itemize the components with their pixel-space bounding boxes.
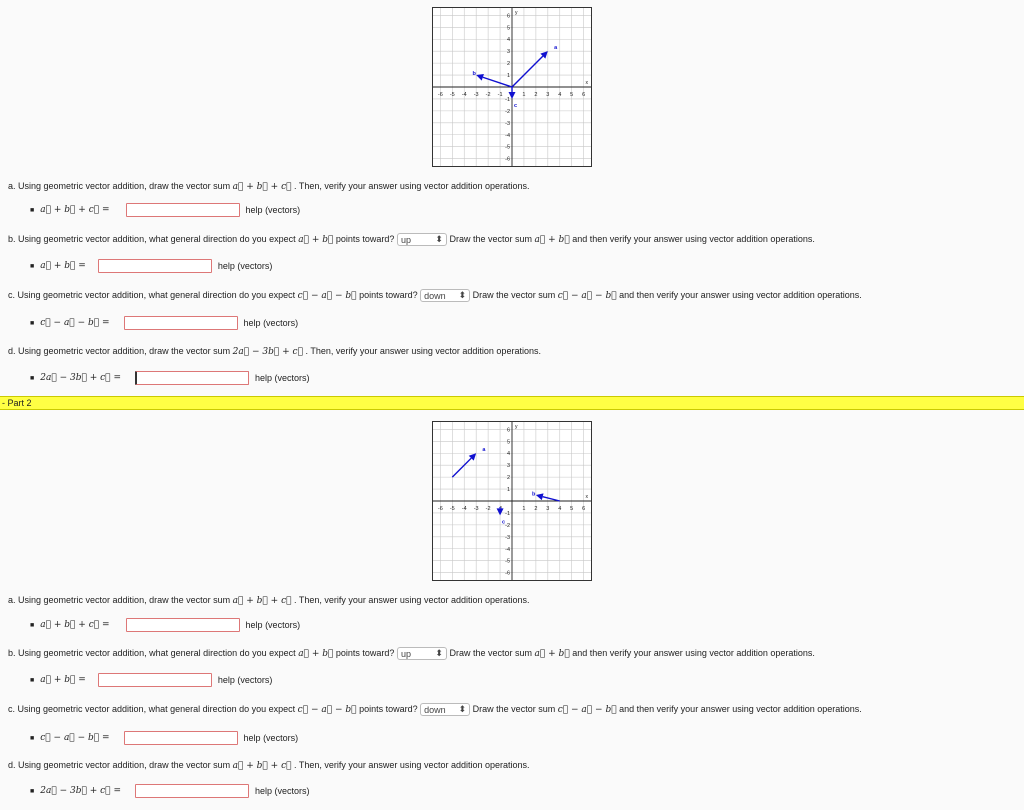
x-tick-label: -3 <box>473 506 479 512</box>
question-b-mid: points toward? <box>335 647 395 658</box>
vector-graph-part2[interactable] <box>432 421 592 581</box>
x-tick-label: 1 <box>522 506 526 512</box>
answer-d-input[interactable] <box>135 371 249 385</box>
bullet: ■ <box>30 262 35 270</box>
question-a-suffix: . Then, verify your answer using vector addition operations. <box>294 595 530 605</box>
y-tick-label: -1 <box>505 96 510 103</box>
help-vectors-link[interactable]: help (vectors) <box>243 733 299 743</box>
y-tick-label: 1 <box>506 73 510 80</box>
y-tick-label: 4 <box>506 451 510 458</box>
question-d-suffix: . Then, verify your answer using vector addition operations. <box>294 760 530 770</box>
y-tick-label: 2 <box>506 61 510 68</box>
question-b-suffix: and then verify your answer using vector addition operations. <box>572 647 815 658</box>
question-d-text <box>8 346 541 357</box>
direction-select-value: down <box>424 704 446 715</box>
x-tick-label: -4 <box>461 92 467 98</box>
question-a-expr: a⃗ + b⃗ + c⃗ <box>232 182 292 192</box>
y-tick-label: -4 <box>505 546 510 553</box>
vector-c-label: c <box>502 519 506 526</box>
y-tick-label: -1 <box>505 510 510 517</box>
answer-d-input[interactable] <box>135 784 249 798</box>
y-tick-label: 6 <box>506 427 510 434</box>
vector-b-label: b <box>532 491 536 498</box>
answer-b-input[interactable] <box>98 673 212 687</box>
help-vectors-link[interactable]: help (vectors) <box>245 620 301 630</box>
bullet: ■ <box>30 734 35 742</box>
x-tick-label: -5 <box>449 92 455 98</box>
y-tick-label: 3 <box>506 49 510 56</box>
y-tick-label: -4 <box>505 132 510 139</box>
x-axis-label: x <box>585 80 588 86</box>
direction-select-c[interactable] <box>420 703 470 716</box>
question-a-expr: a⃗ + b⃗ + c⃗ <box>232 596 292 606</box>
question-a-text <box>8 595 530 606</box>
question-b-suffix: and then verify your answer using vector addition operations. <box>572 233 815 244</box>
vector-a-label: a <box>554 44 558 51</box>
y-tick-label: 1 <box>506 487 510 494</box>
bullet: ■ <box>30 621 35 629</box>
answer-b-label: a⃗ + b⃗ = <box>40 261 86 271</box>
question-d-expr: a⃗ + b⃗ + c⃗ <box>232 761 292 771</box>
y-tick-label: -3 <box>505 534 510 541</box>
select-arrows-icon: ⬍ <box>458 704 467 714</box>
answer-row-d <box>30 371 310 385</box>
bullet: ■ <box>30 676 35 684</box>
bullet: ■ <box>30 787 35 795</box>
question-a-prefix: a. Using geometric vector addition, draw the vector sum <box>8 181 231 191</box>
help-vectors-link[interactable]: help (vectors) <box>217 675 273 685</box>
y-tick-label: 4 <box>506 37 510 44</box>
direction-select-value: up <box>400 648 411 659</box>
x-tick-label: 2 <box>534 506 538 512</box>
question-a-suffix: . Then, verify your answer using vector addition operations. <box>294 181 530 191</box>
help-vectors-link[interactable]: help (vectors) <box>245 205 301 215</box>
answer-d-label: 2a⃗ − 3b⃗ + c⃗ = <box>40 373 121 383</box>
question-c-prefix: c. Using geometric vector addition, what general direction do you expect <box>8 703 296 714</box>
x-tick-label: 6 <box>582 92 586 98</box>
y-tick-label: -2 <box>505 522 510 529</box>
bullet: ■ <box>30 374 35 382</box>
answer-row-c <box>30 316 298 330</box>
question-d-suffix: . Then, verify your answer using vector addition operations. <box>305 346 541 356</box>
direction-select-value: down <box>424 290 446 301</box>
y-tick-label: -5 <box>505 144 510 151</box>
help-vectors-link[interactable]: help (vectors) <box>217 261 273 271</box>
y-tick-label: -6 <box>505 570 510 577</box>
x-tick-label: 6 <box>582 506 586 512</box>
direction-select-b[interactable] <box>397 647 447 660</box>
answer-row-d <box>30 784 310 798</box>
answer-a-input[interactable] <box>126 618 240 632</box>
help-vectors-link[interactable]: help (vectors) <box>254 373 310 383</box>
question-b-prefix: b. Using geometric vector addition, what general direction do you expect <box>8 647 296 658</box>
question-b-text <box>8 233 815 246</box>
answer-a-input[interactable] <box>126 203 240 217</box>
direction-select-b[interactable] <box>397 233 447 246</box>
y-tick-label: -5 <box>505 558 510 565</box>
question-d-expr: 2a⃗ − 3b⃗ + c⃗ <box>232 347 303 357</box>
question-c-text <box>8 703 862 716</box>
question-c-text <box>8 289 862 302</box>
x-tick-label: -5 <box>449 506 455 512</box>
x-tick-label: -6 <box>437 92 443 98</box>
help-vectors-link[interactable]: help (vectors) <box>243 318 299 328</box>
direction-select-value: up <box>400 234 411 245</box>
question-c-expr: c⃗ − a⃗ − b⃗ <box>297 290 357 301</box>
question-b-expr: a⃗ + b⃗ <box>298 648 334 659</box>
answer-a-label: a⃗ + b⃗ + c⃗ = <box>40 205 110 215</box>
question-c-suffix: and then verify your answer using vector addition operations. <box>619 289 862 300</box>
y-tick-label: 2 <box>506 475 510 482</box>
question-c-after: Draw the vector sum <box>472 289 556 300</box>
x-tick-label: -4 <box>461 506 467 512</box>
question-b-mid: points toward? <box>335 233 395 244</box>
answer-a-label: a⃗ + b⃗ + c⃗ = <box>40 620 110 630</box>
question-b-text <box>8 647 815 660</box>
question-a-prefix: a. Using geometric vector addition, draw the vector sum <box>8 595 231 605</box>
question-c-mid: points toward? <box>359 289 418 300</box>
question-b-after: Draw the vector sum <box>449 647 533 658</box>
answer-c-input[interactable] <box>124 731 238 745</box>
answer-row-b <box>30 673 272 687</box>
x-tick-label: -1 <box>497 92 503 98</box>
question-b-after: Draw the vector sum <box>449 233 533 244</box>
answer-row-b <box>30 259 272 273</box>
question-c-expr2: c⃗ − a⃗ − b⃗ <box>557 290 617 301</box>
part-2-header[interactable] <box>0 396 1024 410</box>
question-c-prefix: c. Using geometric vector addition, what general direction do you expect <box>8 289 296 300</box>
y-tick-label: 5 <box>506 25 510 32</box>
vector-b-label: b <box>472 71 476 78</box>
question-b-expr: a⃗ + b⃗ <box>298 234 334 245</box>
y-tick-label: -6 <box>505 156 510 163</box>
question-a-text <box>8 181 530 192</box>
select-arrows-icon: ⬍ <box>458 290 467 300</box>
y-tick-label: -3 <box>505 120 510 127</box>
answer-c-label: c⃗ − a⃗ − b⃗ = <box>40 318 110 328</box>
question-b-expr2: a⃗ + b⃗ <box>534 648 570 659</box>
question-c-suffix: and then verify your answer using vector addition operations. <box>619 703 862 714</box>
y-tick-label: -2 <box>505 108 510 115</box>
y-tick-label: 6 <box>506 13 510 20</box>
question-c-after: Draw the vector sum <box>472 703 556 714</box>
question-d-prefix: d. Using geometric vector addition, draw the vector sum <box>8 760 231 770</box>
y-tick-label: 3 <box>506 463 510 470</box>
x-tick-label: 2 <box>534 92 538 98</box>
select-arrows-icon: ⬍ <box>435 648 443 658</box>
help-vectors-link[interactable]: help (vectors) <box>254 786 310 796</box>
x-tick-label: -2 <box>485 92 491 98</box>
answer-row-a <box>30 618 300 632</box>
vector-graph-part1[interactable] <box>432 7 592 167</box>
answer-d-label: 2a⃗ − 3b⃗ + c⃗ = <box>40 786 121 796</box>
question-c-expr2: c⃗ − a⃗ − b⃗ <box>557 704 617 715</box>
x-tick-label: 3 <box>546 506 550 512</box>
answer-b-label: a⃗ + b⃗ = <box>40 675 86 685</box>
vector-c-label: c <box>514 102 518 109</box>
bullet: ■ <box>30 319 35 327</box>
x-axis-label: x <box>585 494 588 500</box>
select-arrows-icon: ⬍ <box>435 234 443 244</box>
y-axis-label: y <box>515 10 518 16</box>
x-tick-label: -2 <box>485 506 491 512</box>
answer-row-c <box>30 731 298 745</box>
question-d-prefix: d. Using geometric vector addition, draw the vector sum <box>8 346 231 356</box>
y-tick-label: 5 <box>506 439 510 446</box>
answer-row-a <box>30 203 300 217</box>
x-tick-label: -6 <box>437 506 443 512</box>
x-tick-label: 5 <box>570 506 574 512</box>
x-tick-label: -3 <box>473 92 479 98</box>
answer-b-input[interactable] <box>98 259 212 273</box>
direction-select-c[interactable] <box>420 289 470 302</box>
question-b-prefix: b. Using geometric vector addition, what general direction do you expect <box>8 233 296 244</box>
x-tick-label: 5 <box>570 92 574 98</box>
answer-c-label: c⃗ − a⃗ − b⃗ = <box>40 733 110 743</box>
part-2-label: - Part 2 <box>2 398 32 408</box>
question-c-mid: points toward? <box>359 703 418 714</box>
vector-a-label: a <box>482 446 486 453</box>
answer-c-input[interactable] <box>124 316 238 330</box>
x-tick-label: 4 <box>558 92 562 98</box>
x-tick-label: 1 <box>522 92 526 98</box>
x-tick-label: 4 <box>558 506 562 512</box>
question-d-text <box>8 760 530 771</box>
question-c-expr: c⃗ − a⃗ − b⃗ <box>297 704 357 715</box>
y-axis-label: y <box>515 424 518 430</box>
bullet: ■ <box>30 206 35 214</box>
question-b-expr2: a⃗ + b⃗ <box>534 234 570 245</box>
x-tick-label: 3 <box>546 92 550 98</box>
